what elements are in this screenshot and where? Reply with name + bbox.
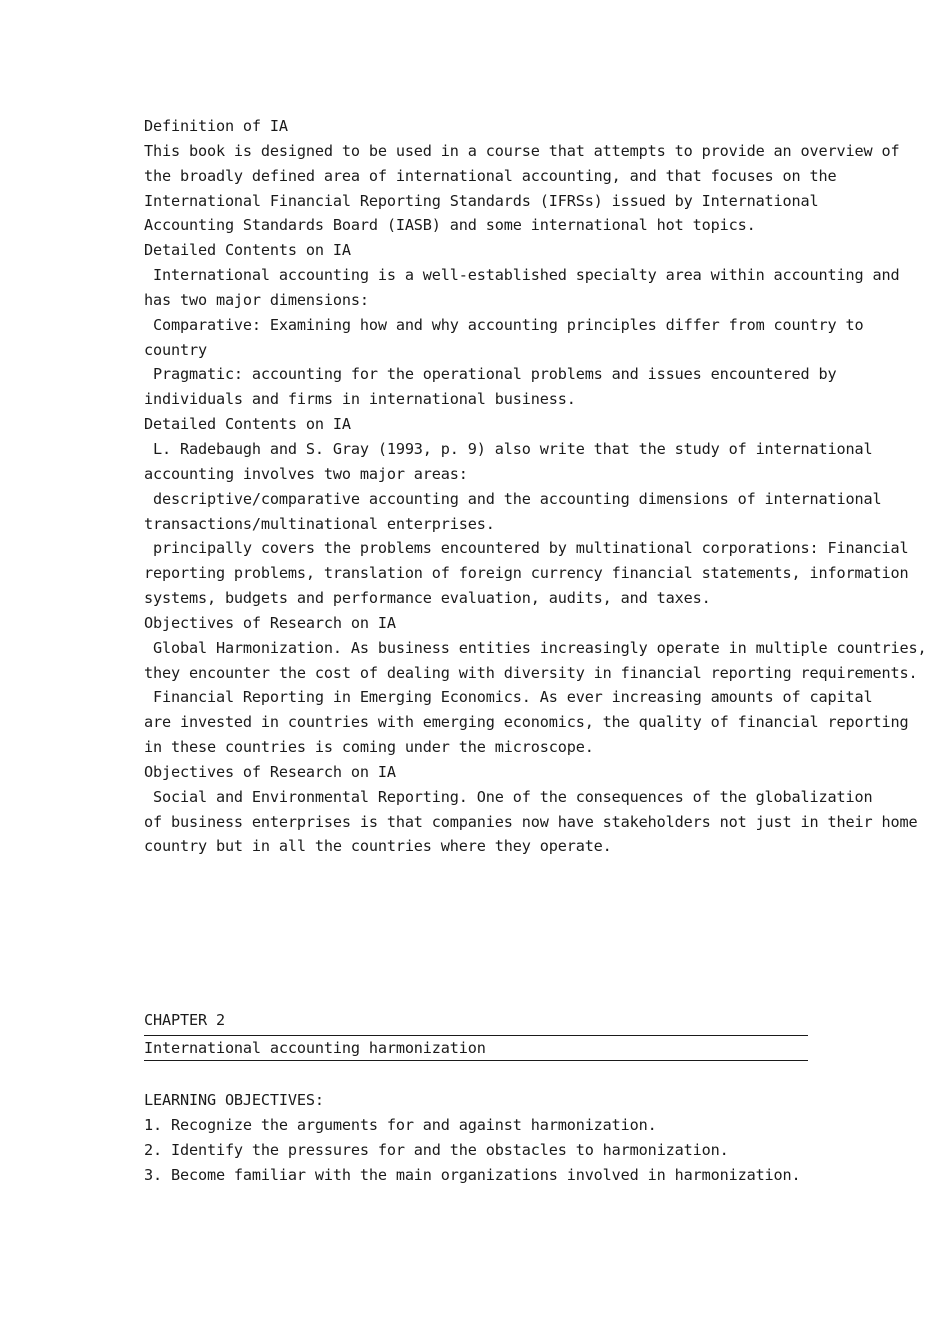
paragraph-line: International Financial Reporting Standards (IFRSs) issued by International <box>144 191 819 210</box>
learning-objectives <box>144 1088 950 1187</box>
paragraph-line: Pragmatic: accounting for the operational problems and issues encountered by <box>144 365 837 384</box>
chapter-title: International accounting harmonization <box>144 1035 808 1061</box>
paragraph-line: individuals and firms in international business. <box>144 390 576 409</box>
paragraph-line: principally covers the problems encountered by multinational corporations: Financial <box>144 539 909 558</box>
objective-item: 2. Identify the pressures for and the obstacles to harmonization. <box>144 1140 729 1159</box>
paragraph-line: Comparative: Examining how and why accounting principles differ from country to <box>144 315 864 334</box>
chapter-label: CHAPTER 2 <box>144 1011 225 1029</box>
paragraph-line: This book is designed to be used in a course that attempts to provide an overview of <box>144 141 900 160</box>
paragraph-line: International accounting is a well-established specialty area within accounting and <box>144 266 900 285</box>
paragraph-line: of business enterprises is that companies now have stakeholders not just in their home <box>144 812 918 831</box>
paragraph-line: country but in all the countries where they operate. <box>144 837 612 856</box>
paragraph-line: Accounting Standards Board (IASB) and some international hot topics. <box>144 216 756 235</box>
section-heading-objectives: Objectives of Research on IA <box>144 613 396 632</box>
paragraph-line: transactions/multinational enterprises. <box>144 514 495 533</box>
body-text <box>144 114 950 859</box>
objective-item: 1. Recognize the arguments for and against harmonization. <box>144 1115 657 1134</box>
section-heading-definition: Definition of IA <box>144 117 288 135</box>
paragraph-line: L. Radebaugh and S. Gray (1993, p. 9) also write that the study of international <box>144 439 873 458</box>
section-heading-objectives: Objectives of Research on IA <box>144 762 396 781</box>
paragraph-line: country <box>144 340 207 359</box>
section-heading-detailed-contents: Detailed Contents on IA <box>144 241 351 260</box>
paragraph-line: in these countries is coming under the microscope. <box>144 738 594 757</box>
paragraph-line: are invested in countries with emerging economics, the quality of financial reporting <box>144 713 909 732</box>
paragraph-line: descriptive/comparative accounting and the accounting dimensions of international <box>144 489 882 508</box>
objective-item: 3. Become familiar with the main organizations involved in harmonization. <box>144 1165 801 1184</box>
learning-objectives-heading: LEARNING OBJECTIVES: <box>144 1091 324 1109</box>
paragraph-line: the broadly defined area of international accounting, and that focuses on the <box>144 166 837 185</box>
paragraph-line: systems, budgets and performance evaluation, audits, and taxes. <box>144 589 711 608</box>
chapter-header <box>144 1008 950 1061</box>
paragraph-line: accounting involves two major areas: <box>144 464 468 483</box>
paragraph-line: they encounter the cost of dealing with diversity in financial reporting requirements. <box>144 663 918 682</box>
paragraph-line: Social and Environmental Reporting. One of the consequences of the globalization <box>144 787 873 806</box>
paragraph-line: has two major dimensions: <box>144 290 369 309</box>
section-heading-detailed-contents: Detailed Contents on IA <box>144 415 351 434</box>
paragraph-line: reporting problems, translation of foreign currency financial statements, information <box>144 564 909 583</box>
paragraph-line: Global Harmonization. As business entities increasingly operate in multiple countries, <box>144 638 927 657</box>
paragraph-line: Financial Reporting in Emerging Economics. As ever increasing amounts of capital <box>144 688 873 707</box>
